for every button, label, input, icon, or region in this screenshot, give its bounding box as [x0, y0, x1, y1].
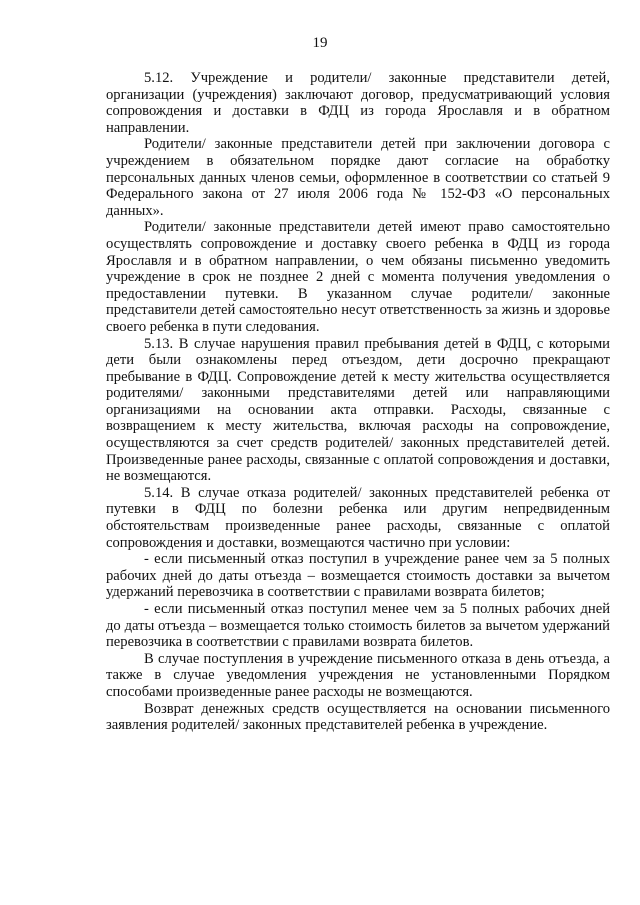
paragraph-5-12: 5.12. Учреждение и родители/ законные представители детей, организации (учреждения) заключают договор, предусматривающий условия сопровождения и доставки в ФДЦ из города Ярославля и в обратном направлении. [106, 70, 610, 136]
page-number: 19 [312, 35, 328, 51]
paragraph-consent: Родители/ законные представители детей при заключении договора с учреждением в обязательном порядке дают согласие на обработку персональных данных членов семьи, оформленное в соответствии со статьей 9 Федерального закона от 27 июля 2006 года № 152-ФЗ «О персональных данных». [106, 136, 610, 219]
list-item-early-refusal: - если письменный отказ поступил в учреждение ранее чем за 5 полных рабочих дней до даты отъезда – возмещается стоимость доставки за вычетом удержаний перевозчика в соответствии с правилами возврата билетов; [106, 551, 610, 601]
paragraph-refund-basis: Возврат денежных средств осуществляется на основании письменного заявления родителей/ законных представителей ребенка в учреждение. [106, 700, 610, 734]
paragraph-self-escort: Родители/ законные представители детей имеют право самостоятельно осуществлять сопровождение и доставку своего ребенка в ФДЦ из города Ярославля и в обратном направлении, о чем обязаны письменно уведомить учреждение в срок не позднее 2 дней с момента получения уведомления о предоставлении путевки. В указанном случае родители/ законные представители детей самостоятельно несут ответственность за жизнь и здоровье своего ребенка в пути следования. [106, 219, 610, 335]
list-item-late-refusal: - если письменный отказ поступил менее чем за 5 полных рабочих дней до даты отъезда – возмещается только стоимость билетов за вычетом удержаний перевозчика в соответствии с правилами возврата билетов. [106, 601, 610, 651]
document-body [106, 70, 610, 734]
paragraph-5-13: 5.13. В случае нарушения правил пребывания детей в ФДЦ, с которыми дети были ознакомлены перед отъездом, дети досрочно прекращают пребывание в ФДЦ. Сопровождение детей к месту жительства осуществляется родителями/ законными представителями детей или направляющими организациями на основании акта отправки. Расходы, связанные с возвращением к месту жительства, включая расходы на сопровождение, осуществляются за счет средств родителей/ законных представителей детей. Произведенные ранее расходы, связанные с оплатой сопровождения и доставки, не возмещаются. [106, 335, 610, 485]
paragraph-same-day-refusal: В случае поступления в учреждение письменного отказа в день отъезда, а также в случае уведомления учреждения не установленными Порядком способами произведенные ранее расходы не возмещаются. [106, 650, 610, 700]
paragraph-5-14: 5.14. В случае отказа родителей/ законных представителей ребенка от путевки в ФДЦ по болезни ребенка или другим непредвиденным обстоятельствам произведенные ранее расходы, связанные с оплатой сопровождения и доставки, возмещаются частично при условии: [106, 484, 610, 551]
